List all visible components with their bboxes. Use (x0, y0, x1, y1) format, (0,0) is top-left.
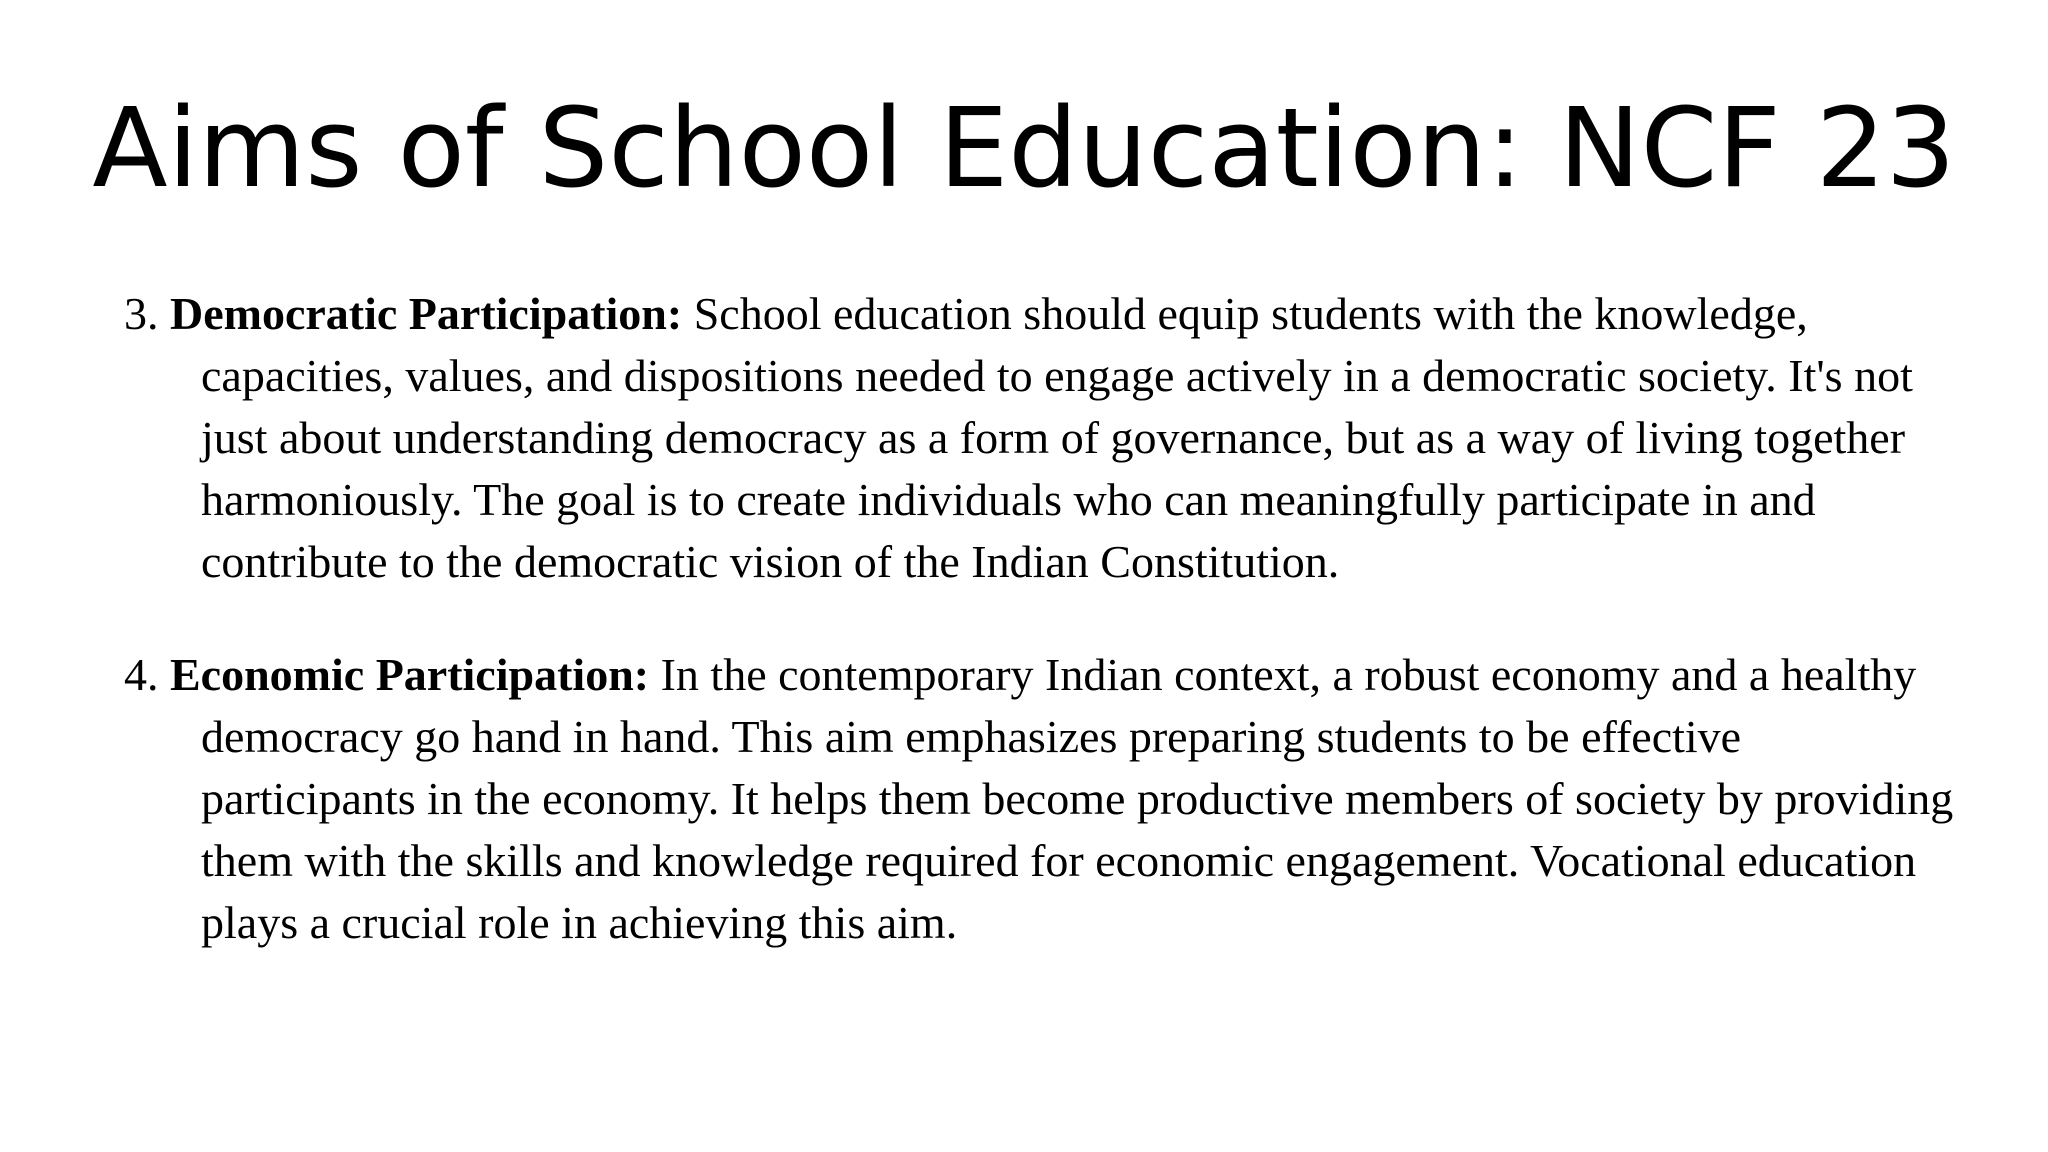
aim-item-economic-participation (124, 644, 1964, 954)
aim-number: 3. (124, 288, 159, 339)
slide-title: Aims of School Education: NCF 23 (92, 84, 1956, 212)
aim-item-democratic-participation (124, 283, 1964, 593)
aims-list (124, 283, 1964, 954)
aim-number: 4. (124, 649, 159, 700)
aim-description: In the contemporary Indian context, a robust economy and a healthy democracy go hand in hand. This aim emphasizes preparing students to be effective participants in the economy. It helps them become productive members of society by providing them with the skills and knowledge required for economic engagement. Vocational education plays a crucial role in achieving this aim. (201, 649, 1954, 948)
aim-term: Economic Participation: (170, 649, 650, 700)
aim-term: Democratic Participation: (170, 288, 683, 339)
aim-description: School education should equip students with the knowledge, capacities, values, and dispositions needed to engage actively in a democratic society. It's not just about understanding democracy as a form of governance, but as a way of living together harmoniously. The goal is to create individuals who can meaningfully participate in and contribute to the democratic vision of the Indian Constitution. (201, 288, 1913, 587)
